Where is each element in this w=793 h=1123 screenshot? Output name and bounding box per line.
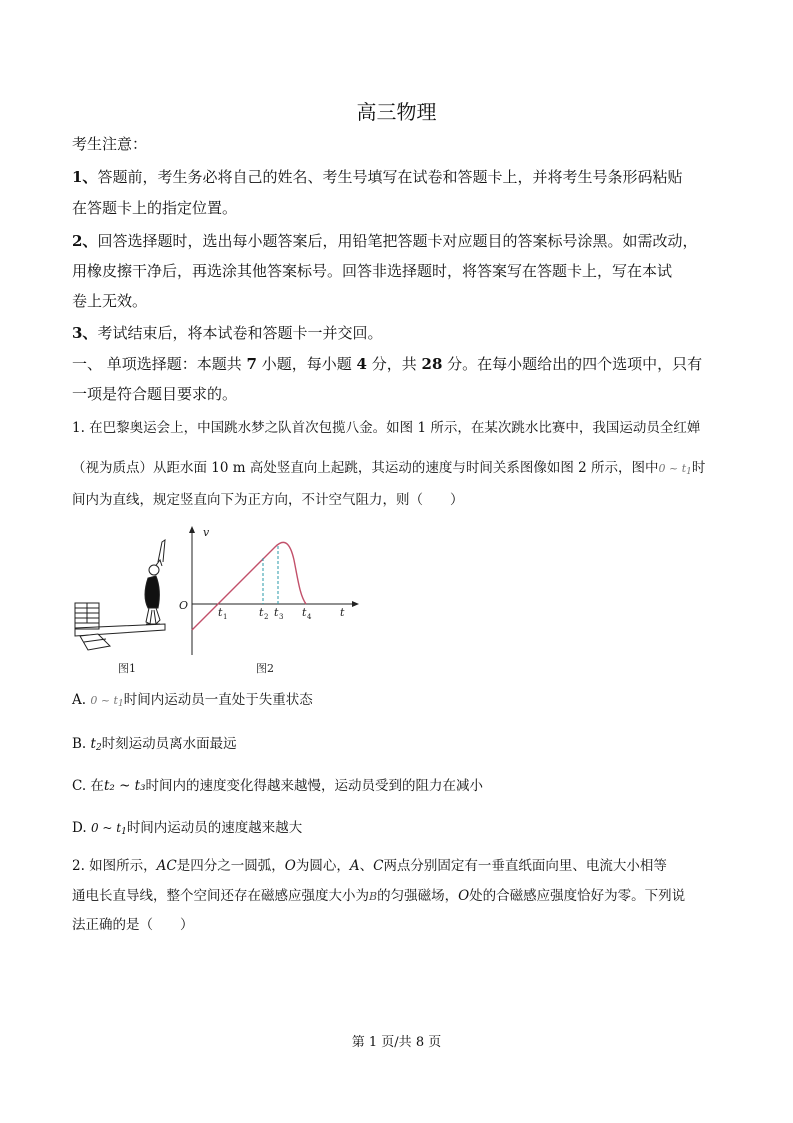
q1-figures	[70, 520, 370, 680]
notice-item-1-line-2: 在答题卡上的指定位置。	[72, 199, 238, 217]
t2-label: t	[259, 606, 264, 619]
notice-item-3: 3、考试结束后，将本试卷和答题卡一并交回。	[72, 324, 383, 342]
velocity-curve	[192, 542, 306, 630]
fig1-diver-illustration	[75, 540, 165, 650]
notice-item-2-line-2: 用橡皮擦干净后，再选涂其他答案标号。回答非选择题时，将答案写在答题卡上，写在本试	[72, 262, 673, 280]
notice-item-1-line-1: 1、答题前，考生务必将自己的姓名、考生号填写在试卷和答题卡上，并将考生号条形码粘贴	[72, 168, 683, 186]
t1-label: t	[218, 606, 223, 619]
t-axis-label: t	[340, 606, 345, 619]
fig2-label: 图2	[256, 662, 274, 675]
notice-heading: 考生注意：	[72, 135, 148, 153]
origin-label: O	[179, 599, 189, 612]
q1-option-a: A. 0 ~ $t_1$时间内运动员一直处于失重状态	[72, 692, 313, 709]
t2-sub: 2	[264, 613, 269, 621]
fig2-vt-graph	[179, 526, 359, 655]
q2-line-1: 2. 如图所示，AC是四分之一圆弧，O为圆心，A、C两点分别固定有一垂直纸面向里、电流大小相等	[72, 858, 667, 874]
fig1-label: 图1	[118, 662, 136, 675]
t4-sub: 4	[307, 613, 312, 621]
t3-label: t	[274, 606, 279, 619]
q1-option-d: D. 0 ~ $t_1$时间内运动员的速度越来越大	[72, 820, 303, 837]
page-title: 高三物理	[356, 100, 437, 124]
q1-line-3: 间内为直线，规定竖直向下为正方向，不计空气阻力，则（ ）	[72, 492, 464, 508]
section-1-heading: 一、 单项选择题：本题共 7 小题，每小题 4 分，共 28 分。在每小题给出的四个选项中，只有	[72, 355, 703, 373]
q1-line-2: （视为质点）从距水面 10 m 高处竖直向上起跳，其运动的速度与时间关系图像如图 2 所示，图中0 ~ $t_1$时	[72, 460, 706, 477]
q1-option-c-math: t₂ ~ t₃	[103, 778, 146, 794]
q1-option-a-math: 0 ~ $t_1$	[90, 694, 124, 709]
t3-sub: 3	[279, 613, 284, 621]
q1-option-d-math: 0 ~ $t_1$	[90, 821, 127, 837]
section-1-heading-line-2: 一项是符合题目要求的。	[72, 385, 238, 403]
q1-line-1: 1. 在巴黎奥运会上，中国跳水梦之队首次包揽八金。如图 1 所示，在某次跳水比赛中，我国运动员全红婵	[72, 420, 701, 436]
q1-option-c: C. 在t₂ ~ t₃时间内的速度变化得越来越慢，运动员受到的阻力在减小	[72, 778, 484, 794]
notice-item-2-line-3: 卷上无效。	[72, 292, 148, 310]
t-axis-arrow	[352, 601, 359, 607]
q2-line-3: 法正确的是（ ）	[72, 917, 194, 933]
t1-sub: 1	[223, 613, 228, 621]
t4-label: t	[302, 606, 307, 619]
q2-line-2: 通电长直导线，整个空间还存在磁感应强度大小为B的匀强磁场，O处的合磁感应强度恰好为零。下列说	[72, 888, 686, 904]
q1-line-2-math: 0 ~ $t_1$	[658, 462, 692, 477]
page-footer: 第 1 页/共 8 页	[351, 1035, 442, 1050]
v-axis-arrow	[189, 526, 195, 533]
v-axis-label: v	[203, 526, 210, 539]
q1-option-b: B. $t_2$时刻运动员离水面最远	[72, 736, 237, 753]
notice-item-2-line-1: 2、回答选择题时，选出每小题答案后，用铅笔把答题卡对应题目的答案标号涂黑。如需改动，	[72, 232, 698, 250]
q1-option-b-math: $t_2$	[90, 736, 102, 753]
